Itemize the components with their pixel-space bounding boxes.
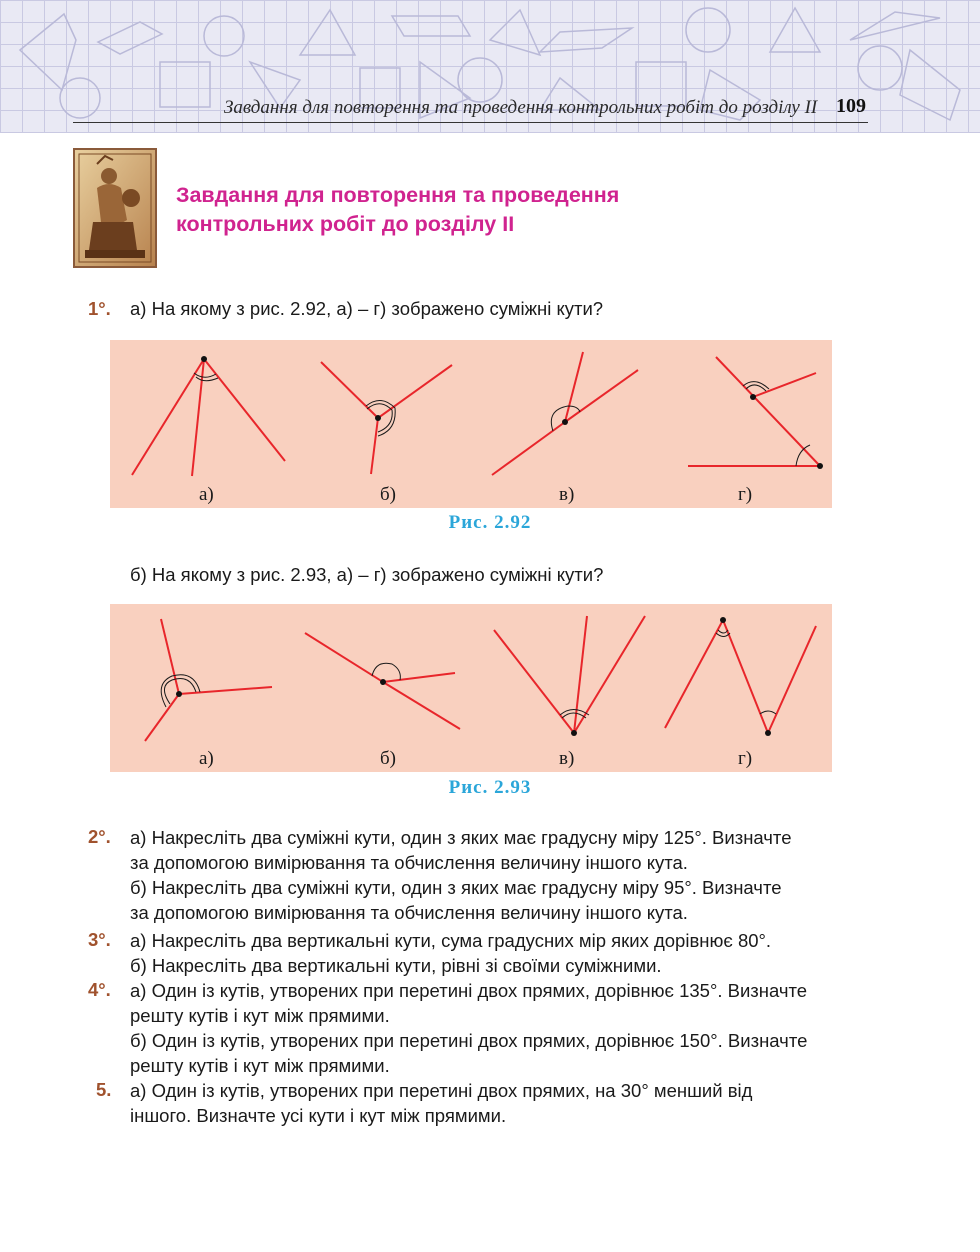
task-5-line-1: а) Один із кутів, утворених при перетині двох прямих, на 30° менший від xyxy=(130,1080,753,1101)
task-1-number: 1°. xyxy=(88,298,111,319)
fig-293-a-angles xyxy=(145,619,272,741)
task-4-line-1: а) Один із кутів, утворених при перетині двох прямих, дорівнює 135°. Визначте xyxy=(130,980,808,1001)
fig-292-label-g: г) xyxy=(738,484,753,505)
fig-293-label-b: б) xyxy=(380,748,396,769)
task-4-line-4: решту кутів і кут між прямими. xyxy=(130,1055,390,1076)
fig-292-g-angles xyxy=(688,357,823,469)
fig-293-v-angles xyxy=(494,616,645,736)
task-4-line-3: б) Один із кутів, утворених при перетині двох прямих, дорівнює 150°. Визначте xyxy=(130,1030,808,1051)
statue-portrait-image xyxy=(73,148,157,268)
fig-293-b-angles xyxy=(305,633,460,729)
task-3-line-1: а) Накресліть два вертикальні кути, сума градусних мір яких дорівнює 80°. xyxy=(130,930,772,951)
fig-293-g-angles xyxy=(665,617,816,736)
running-head-text: Завдання для повторення та проведення контрольних робіт до розділу II xyxy=(224,97,818,118)
fig-292-label-b: б) xyxy=(380,484,396,505)
task-3-line-2: б) Накресліть два вертикальні кути, рівні зі своїми суміжними. xyxy=(130,955,662,976)
fig-292-b-angles xyxy=(321,362,452,474)
fig-292-label-v: в) xyxy=(559,484,575,505)
page-number: 109 xyxy=(836,95,866,117)
figure-2-93-drawing xyxy=(110,604,832,772)
fig-292-a-angles xyxy=(132,356,285,476)
task-5-number: 5. xyxy=(96,1079,112,1100)
fig-293-label-a: а) xyxy=(199,748,214,769)
figure-2-93-panel xyxy=(110,604,832,772)
task-2-line-2: за допомогою вимірювання та обчислення величину іншого кута. xyxy=(130,852,688,873)
task-1-part-b: б) На якому з рис. 2.93, а) – г) зображено суміжні кути? xyxy=(130,564,604,585)
task-2-line-1: а) Накресліть два суміжні кути, один з яких має градусну міру 125°. Визначте xyxy=(130,827,792,848)
section-title xyxy=(176,181,736,239)
task-2-line-4: за допомогою вимірювання та обчислення величину іншого кута. xyxy=(130,902,688,923)
figure-2-93-caption: Рис. 2.93 xyxy=(448,777,532,798)
task-2-number: 2°. xyxy=(88,826,111,847)
figure-2-92-caption: Рис. 2.92 xyxy=(448,512,532,533)
task-3-number: 3°. xyxy=(88,929,111,950)
task-4-number: 4°. xyxy=(88,979,111,1000)
fig-293-label-g: г) xyxy=(738,748,753,769)
figure-2-92-drawing xyxy=(110,340,832,508)
fig-292-label-a: а) xyxy=(199,484,214,505)
task-1-part-a: а) На якому з рис. 2.92, а) – г) зображено суміжні кути? xyxy=(130,298,604,319)
task-4-line-2: решту кутів і кут між прямими. xyxy=(130,1005,390,1026)
figure-2-92-panel xyxy=(110,340,832,508)
fig-292-v-angles xyxy=(492,352,638,475)
task-2-line-3: б) Накресліть два суміжні кути, один з яких має градусну міру 95°. Визначте xyxy=(130,877,782,898)
section-title-line-1: Завдання для повторення та проведення xyxy=(176,183,620,207)
fig-293-label-v: в) xyxy=(559,748,575,769)
running-head xyxy=(224,97,866,119)
header-rule xyxy=(73,122,868,123)
section-title-line-2: контрольних робіт до розділу II xyxy=(176,212,515,236)
task-5-line-2: іншого. Визначте усі кути і кут між прямими. xyxy=(130,1105,507,1126)
